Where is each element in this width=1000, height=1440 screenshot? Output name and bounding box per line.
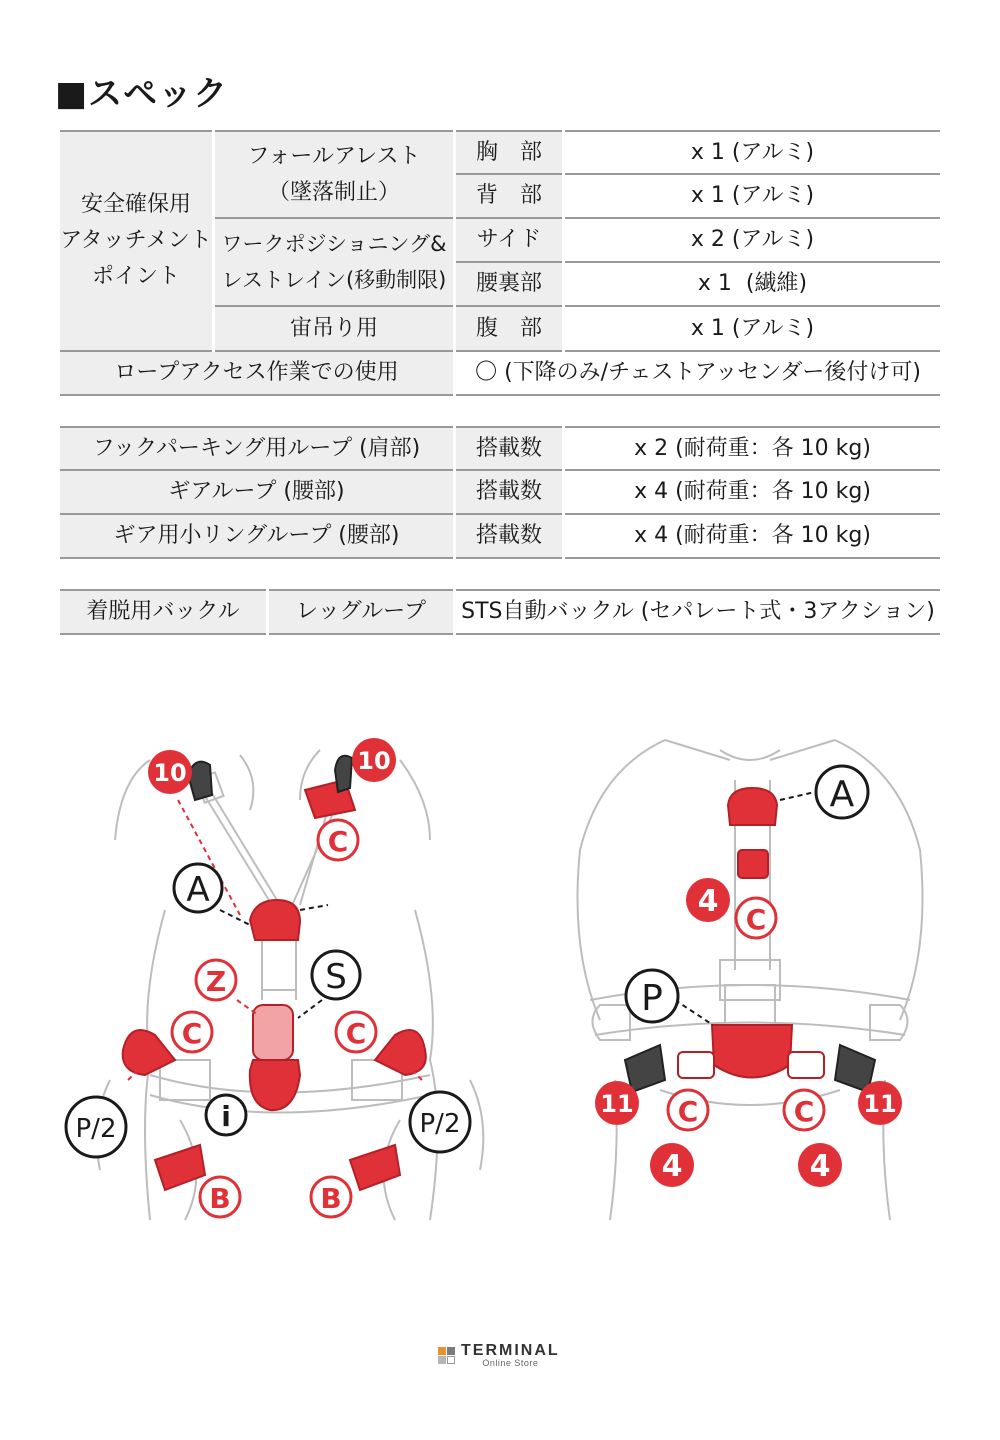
callout-c-back-right [784,1090,824,1130]
callout-p2-left [66,1097,126,1157]
callout-11-left [595,1081,639,1125]
buckle-value: STS自動バックル (セパレート式・3アクション) [456,589,940,635]
svg-text:10: 10 [153,759,187,787]
svg-text:C: C [345,1017,367,1050]
location-side: サイド [456,219,562,263]
value-chest: x 1 (アルミ) [565,130,940,175]
callout-s [312,951,360,999]
svg-text:C: C [793,1095,815,1128]
loop-type: 搭載数 [456,471,562,515]
location-back: 背 部 [456,175,562,219]
svg-text:C: C [181,1017,203,1050]
callout-c-shoulder [318,820,358,860]
value-back: x 1 (アルミ) [565,175,940,219]
svg-text:4: 4 [661,1149,683,1184]
callout-c-back-left [668,1090,708,1130]
location-waist-back: 腰裏部 [456,263,562,307]
buckle-sub: レッグループ [269,589,453,635]
loop-type: 搭載数 [456,426,562,471]
svg-text:11: 11 [600,1090,634,1118]
callout-4-left [650,1143,694,1187]
svg-text:4: 4 [697,884,719,919]
logo-sub: Online Store [482,1358,539,1368]
callout-a-front [174,864,222,912]
callout-4-upper [686,878,730,922]
page-title: ■スペック [55,74,229,114]
svg-text:B: B [320,1182,342,1215]
front-callouts [66,738,470,1217]
loop-label: ギアループ (腰部) [60,471,453,515]
value-waist-back: x 1 (繊維) [565,263,940,307]
terminal-logo [438,1343,560,1368]
loop-label: フックパーキング用ループ (肩部) [60,426,453,471]
svg-text:P/2: P/2 [419,1109,461,1139]
front-red-parts [123,756,426,1190]
location-chest: 胸 部 [456,130,562,175]
logo-mark-icon [438,1347,455,1364]
work-positioning-label: ワークポジショニング& レストレイン(移動制限) [215,219,453,307]
svg-text:i: i [221,1100,231,1133]
svg-text:C: C [677,1095,699,1128]
callout-a-back [816,766,868,818]
callout-c-left [172,1012,212,1052]
callout-c-back-upper [736,898,776,938]
back-callouts [595,766,902,1187]
svg-text:C: C [327,825,349,858]
loop-type: 搭載数 [456,515,562,559]
callout-info [206,1095,246,1135]
logo-name: TERMINAL [461,1342,560,1359]
rope-access-value: 〇 (下降のみ/チェストアッセンダー後付け可) [456,352,940,396]
value-abdomen: x 1 (アルミ) [565,307,940,352]
svg-text:10: 10 [357,747,391,775]
svg-text:P/2: P/2 [75,1114,117,1144]
location-abdomen: 腹 部 [456,307,562,352]
callout-b-left [200,1177,240,1217]
callout-10-left [148,750,192,794]
loop-value: x 4 (耐荷重：各 10 kg) [565,515,940,559]
attachment-group-label: 安全確保用 アタッチメント ポイント [60,130,212,352]
back-red-parts [625,788,875,1092]
callout-p [626,970,678,1022]
fall-arrest-label: フォールアレスト （墜落制止） [215,130,453,219]
loop-value: x 4 (耐荷重：各 10 kg) [565,471,940,515]
rope-access-label: ロープアクセス作業での使用 [60,352,453,396]
callout-p2-right [410,1092,470,1152]
svg-text:4: 4 [809,1149,831,1184]
callout-b-right [311,1177,351,1217]
callout-c-right [336,1012,376,1052]
svg-text:A: A [829,774,855,815]
callout-4-right [798,1143,842,1187]
svg-text:S: S [325,957,347,997]
suspension-label: 宙吊り用 [215,307,453,352]
harness-diagram [0,700,1000,1260]
callout-10-right [352,738,396,782]
svg-text:Z: Z [205,965,227,998]
loop-value: x 2 (耐荷重：各 10 kg) [565,426,940,471]
svg-text:C: C [745,903,767,936]
loop-label: ギア用小リングループ (腰部) [60,515,453,559]
buckle-label: 着脱用バックル [60,589,266,635]
svg-text:11: 11 [863,1090,897,1118]
svg-text:P: P [641,978,663,1019]
value-side: x 2 (アルミ) [565,219,940,263]
svg-text:A: A [186,870,210,910]
callout-11-right [858,1081,902,1125]
callout-z [196,960,236,1000]
svg-text:B: B [209,1182,231,1215]
